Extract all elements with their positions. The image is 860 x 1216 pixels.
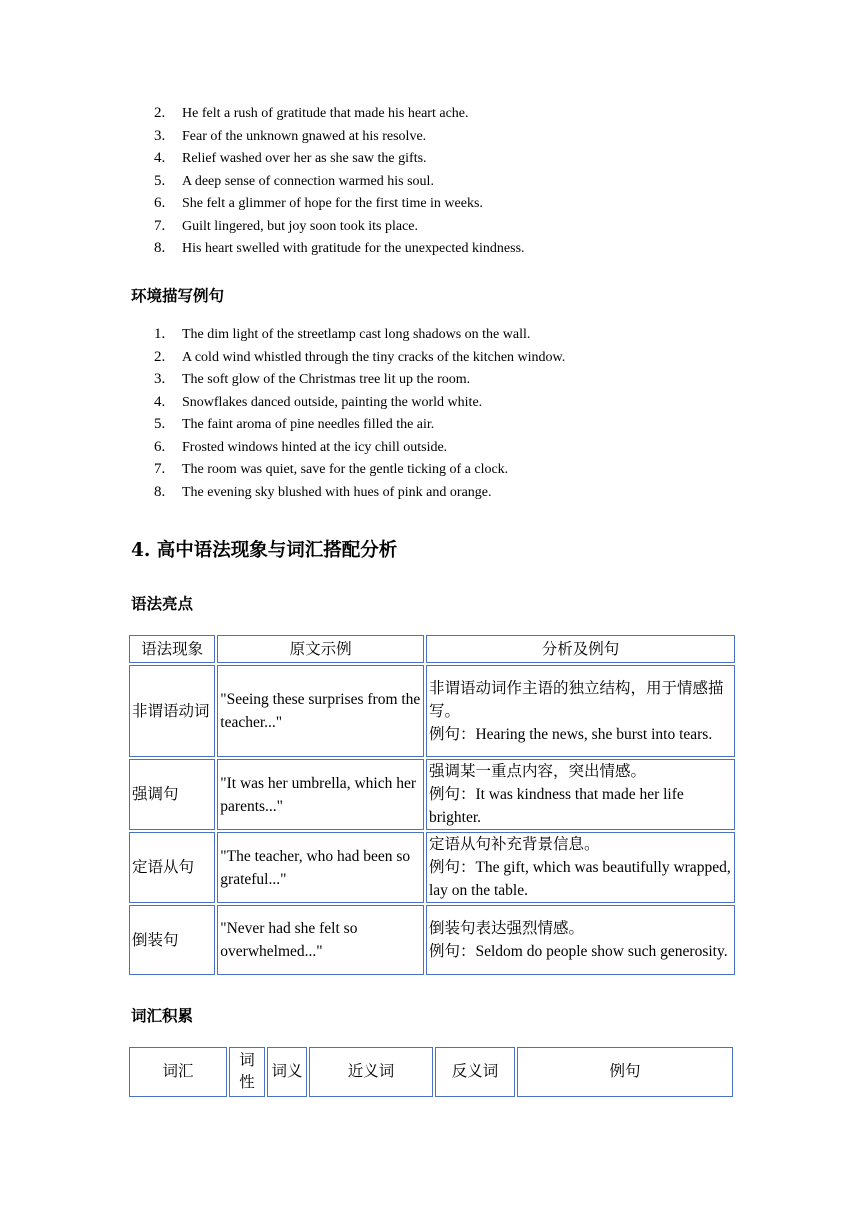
list-item-number: 5. xyxy=(154,172,166,189)
list-item xyxy=(154,326,565,349)
table-row xyxy=(129,759,735,830)
list-item xyxy=(154,218,525,241)
list-item-text: He felt a rush of gratitude that made his heart ache. xyxy=(182,106,469,121)
vocab-header-meaning: 词义 xyxy=(267,1047,307,1097)
vocab-heading: 词汇积累 xyxy=(131,1007,194,1025)
list-item xyxy=(154,371,565,394)
grammar-analysis-cell xyxy=(426,832,735,903)
section4-heading: 4. 高中语法现象与词汇搭配分析 xyxy=(131,540,398,561)
list-item xyxy=(154,195,525,218)
list-item-number: 2. xyxy=(154,105,166,121)
grammar-phenomenon-cell: 非谓语动词 xyxy=(129,665,215,757)
list-item xyxy=(154,173,525,196)
list-item-text: The room was quiet, save for the gentle ticking of a clock. xyxy=(182,462,509,477)
list-item-text: Snowflakes danced outside, painting the world white. xyxy=(182,394,483,410)
emotion-sentence-list xyxy=(154,105,525,263)
list-item-number: 1. xyxy=(154,326,166,342)
list-item-text: The soft glow of the Christmas tree lit up the room. xyxy=(182,372,471,387)
grammar-example-cell: "Seeing these surprises from the teacher..." xyxy=(217,665,424,757)
table-row xyxy=(129,905,735,975)
list-item-number: 3. xyxy=(154,371,166,387)
list-item-text: She felt a glimmer of hope for the first time in weeks. xyxy=(182,196,483,211)
grammar-analysis-text: 强调某一重点内容，突出情感。 xyxy=(428,763,646,780)
list-item xyxy=(154,150,525,173)
list-item xyxy=(154,461,565,484)
grammar-analysis-cell xyxy=(426,905,735,975)
list-item xyxy=(154,105,525,128)
list-item-number: 7. xyxy=(154,217,166,234)
list-item xyxy=(154,439,565,462)
grammar-example-cell: "The teacher, who had been so grateful..." xyxy=(217,832,424,903)
vocab-header-example: 例句 xyxy=(517,1047,733,1097)
list-item-number: 7. xyxy=(154,461,166,477)
grammar-sample-sentence: 例句：It was kindness that made her life brighter. xyxy=(428,786,684,826)
grammar-header-analysis: 分析及例句 xyxy=(426,635,735,663)
list-item-text: The dim light of the streetlamp cast long shadows on the wall. xyxy=(182,327,531,342)
vocab-header-antonym: 反义词 xyxy=(435,1047,515,1097)
vocab-header-pos: 词性 xyxy=(229,1047,265,1097)
grammar-analysis-text: 定语从句补充背景信息。 xyxy=(428,836,600,853)
list-item-text: Relief washed over her as she saw the gifts. xyxy=(182,151,427,166)
list-item-number: 6. xyxy=(154,438,166,455)
grammar-phenomenon-cell: 强调句 xyxy=(129,759,215,830)
grammar-example-cell: "Never had she felt so overwhelmed..." xyxy=(217,905,424,975)
grammar-analysis-cell xyxy=(426,665,735,757)
list-item-number: 8. xyxy=(154,483,166,500)
list-item-number: 4. xyxy=(154,393,166,410)
list-item-text: The evening sky blushed with hues of pink and orange. xyxy=(182,484,492,500)
grammar-phenomenon-cell: 倒装句 xyxy=(129,905,215,975)
grammar-header-phenomenon: 语法现象 xyxy=(129,635,215,663)
grammar-heading: 语法亮点 xyxy=(131,595,194,613)
list-item-text: Fear of the unknown gnawed at his resolve. xyxy=(182,128,427,144)
grammar-analysis-text: 非谓语动词作主语的独立结构，用于情感描写。 xyxy=(428,679,724,720)
list-item-number: 2. xyxy=(154,348,166,365)
list-item xyxy=(154,128,525,151)
list-item-text: Guilt lingered, but joy soon took its place. xyxy=(182,218,419,234)
vocab-header-synonym: 近义词 xyxy=(309,1047,433,1097)
list-item xyxy=(154,416,565,439)
list-item-number: 3. xyxy=(154,127,166,144)
grammar-table-body xyxy=(129,665,735,975)
grammar-sample-sentence: 例句：Hearing the news, she burst into tears. xyxy=(428,725,713,743)
list-item-text: A deep sense of connection warmed his soul. xyxy=(182,173,434,189)
list-item xyxy=(154,240,525,263)
list-item xyxy=(154,394,565,417)
vocab-header-row xyxy=(129,1047,733,1097)
grammar-table xyxy=(127,633,737,977)
list-item xyxy=(154,349,565,372)
table-row xyxy=(129,832,735,903)
env-sentence-list xyxy=(154,326,565,506)
vocab-table xyxy=(127,1045,735,1099)
list-item-number: 5. xyxy=(154,416,166,432)
grammar-sample-sentence: 例句：Seldom do people show such generosity. xyxy=(428,943,728,960)
grammar-analysis-cell xyxy=(426,759,735,830)
list-item-text: His heart swelled with gratitude for the unexpected kindness. xyxy=(182,241,525,256)
grammar-sample-sentence: 例句：The gift, which was beautifully wrapped, lay on the table. xyxy=(428,859,731,899)
grammar-analysis-text: 倒装句表达强烈情感。 xyxy=(428,920,584,937)
grammar-phenomenon-cell: 定语从句 xyxy=(129,832,215,903)
grammar-header-example: 原文示例 xyxy=(217,635,424,663)
grammar-example-cell: "It was her umbrella, which her parents..." xyxy=(217,759,424,830)
env-heading: 环境描写例句 xyxy=(131,287,225,305)
list-item-number: 4. xyxy=(154,150,166,166)
list-item-text: The faint aroma of pine needles filled the air. xyxy=(182,417,435,432)
vocab-header-word: 词汇 xyxy=(129,1047,227,1097)
list-item-number: 8. xyxy=(154,240,166,256)
list-item-text: Frosted windows hinted at the icy chill outside. xyxy=(182,439,448,455)
list-item-number: 6. xyxy=(154,195,166,211)
list-item-text: A cold wind whistled through the tiny cracks of the kitchen window. xyxy=(182,349,566,365)
grammar-header-row xyxy=(129,635,735,663)
list-item xyxy=(154,484,565,507)
table-row xyxy=(129,665,735,757)
